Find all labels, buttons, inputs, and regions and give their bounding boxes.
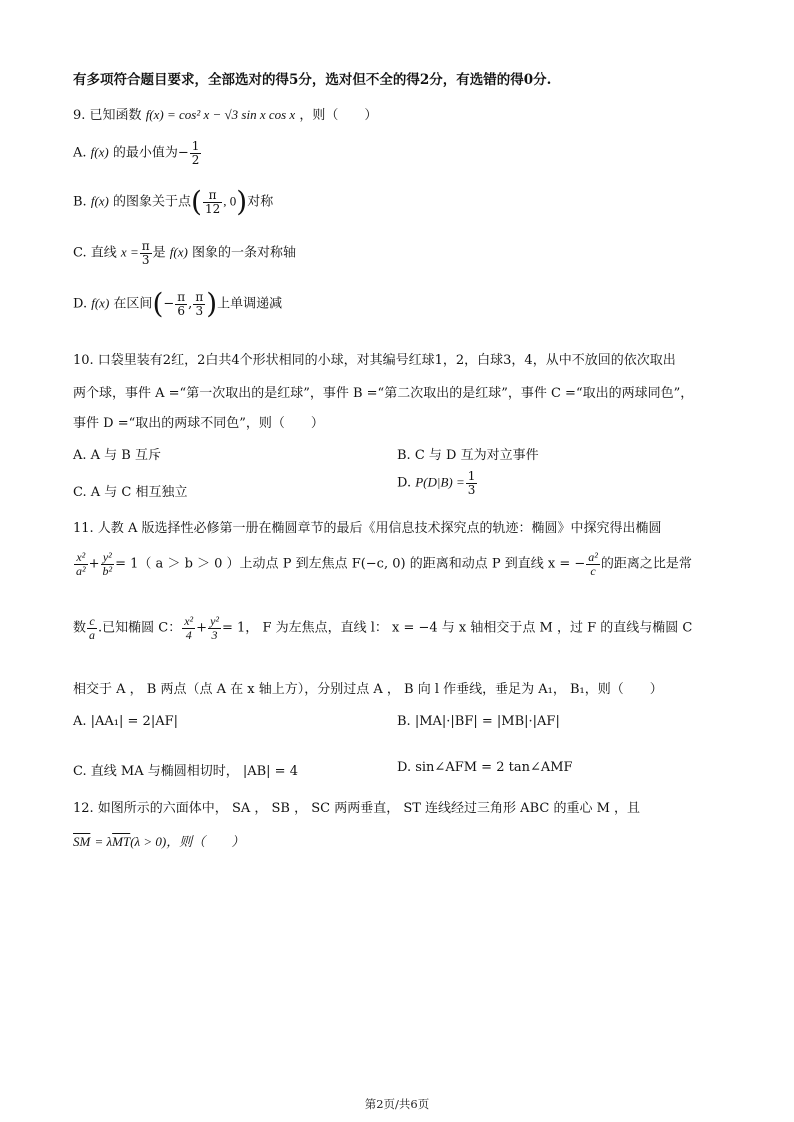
q9-option-b: B. f(x) 的图象关于点( $\frac{\pi}{12}$ , 0)对称 [73,185,274,218]
fraction: $\frac{1}{3}$ [467,469,476,497]
fraction: $\frac{\pi}{12}$ [204,187,221,216]
fraction: $\frac{\pi}{3}$ [195,289,204,318]
q10-option-d: D. P(D|B) = $\frac{1}{3}$ [397,469,476,497]
fraction: $\frac{\text{x²}}{4}$ [184,614,194,642]
question-12-line-1: 12. 如图所示的六面体中， SA ， SB ， SC 两两垂直， ST 连线经过三角形 ABC 的重心 M ，且 [73,801,641,816]
fraction: $\frac{\text{y²}}{\text{b²}}$ [102,550,113,578]
question-10-line-3: 事件 D =“取出的两球不同色”，则（ ） [73,416,324,431]
fraction: $\frac{\text{a²}}{c}$ [588,550,598,578]
q11-option-a: A. |AA₁| = 2|AF| [73,714,178,729]
question-10-line-2: 两个球，事件 A =“第一次取出的是红球”，事件 B =“第二次取出的是红球”，事件 C =“取出的两球同色”， [73,386,694,401]
fraction: $\frac{\pi}{3}$ [141,239,150,267]
question-12-line-2: $\overline{SM} = \lambda\overline{MT}(\lambda > 0)$，则（ ） [73,834,245,849]
q10-option-b: B. C 与 D 互为对立事件 [397,448,539,463]
q9-option-c: C. 直线 x = $\frac{\pi}{3}$ 是 f(x) 图象的一条对称轴 [73,239,296,267]
q9-option-a: A. f(x) 的最小值为− $\frac{1}{2}$ [73,139,200,167]
q10-option-a: A. A 与 B 互斥 [73,448,161,463]
fraction: $\frac{\pi}{6}$ [177,289,186,318]
question-11-line-3: 数 $\frac{c}{a}$ .已知椭圆 C： $\frac{\text{x²}}{4}$ + $\frac{\text{y²}}{3}$ = 1， F 为左焦点，直线 l： x = −4 与 x 轴相交于点 M ，过 F 的直线与椭圆 C [73,614,693,642]
q11-option-d: D. sin∠AFM = 2 tan∠AMF [397,760,573,775]
question-10-line-1: 10. 口袋里装有2红，2白共4个形状相同的小球，对其编号红球1，2，白球3，4，从中不放回的依次取出 [73,353,676,368]
q10-option-c: C. A 与 C 相互独立 [73,485,188,500]
function-formula: f(x) = cos² x − √3 sin x cos x [145,107,296,122]
vector-sm: $\overline{SM}$ [73,834,91,849]
question-11-line-1: 11. 人教 A 版选择性必修第一册在椭圆章节的最后《用信息技术探究点的轨迹：椭圆》中探究得出椭圆 [73,521,662,536]
fraction: $\frac{c}{a}$ [89,614,96,642]
section-instructions: 有多项符合题目要求，全部选对的得5分，选对但不全的得2分，有选错的得0分. [73,72,552,88]
fraction: $\frac{\text{x²}}{\text{a²}}$ [76,550,86,578]
vector-mt: $\overline{MT}$ [112,834,131,849]
q11-option-b: B. |MA|·|BF| = |MB|·|AF| [397,714,560,729]
fraction: $\frac{1}{2}$ [191,139,200,167]
question-11-line-2: $\frac{\text{x²}}{\text{a²}}$ + $\frac{\text{y²}}{\text{b²}}$ = 1（ a ＞ b ＞ 0 ）上动点 P 到左焦点 F(−c, 0) 的距离和动点 P 到直线 x = − $\frac{\text{a²}}{c}$ 的距离之比是常 [76,550,692,578]
q9-option-d: D. f(x) 在区间(− $\frac{\pi}{6}$ , $\frac{\pi}{3}$ )上单调递减 [73,287,283,320]
page-number: 第2页/共6页 [364,1097,430,1111]
fraction: $\frac{\text{y²}}{3}$ [210,614,220,642]
q11-option-c: C. 直线 MA 与椭圆相切时， |AB| = 4 [73,764,298,779]
question-9-stem: 9. 已知函数 f(x) = cos² x − √3 sin x cos x ，则（ ） [73,107,378,123]
question-11-line-4: 相交于 A ， B 两点（点 A 在 x 轴上方），分别过点 A ， B 向 l 作垂线，垂足为 A₁， B₁，则（ ） [73,682,663,697]
